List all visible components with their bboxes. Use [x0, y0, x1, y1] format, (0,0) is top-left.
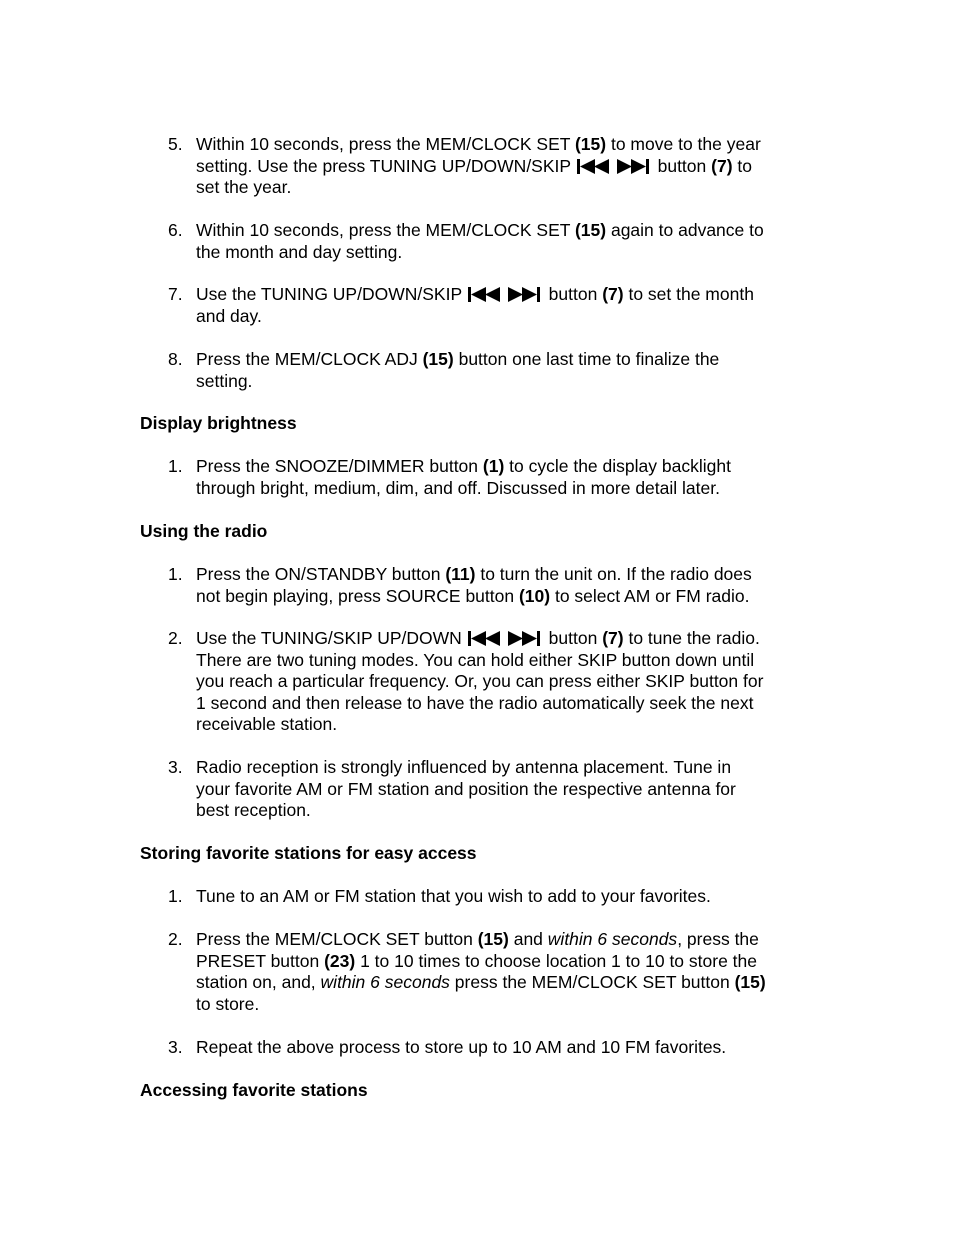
text-run: 1 to 10 times to choose location 1 to 10 to store the — [355, 950, 757, 971]
text-run: Within 10 seconds, press the MEM/CLOCK SET — [196, 220, 575, 240]
list-item-text — [196, 220, 816, 263]
reference-number: (10) — [518, 585, 551, 606]
text-line: the month and day setting. — [196, 241, 403, 262]
skip-back-forward-icon — [577, 159, 657, 174]
skip-back-icon — [577, 159, 609, 174]
text-run: to select AM or FM radio. — [550, 585, 750, 606]
list-item-text — [196, 628, 816, 736]
reference-number: (7) — [711, 155, 733, 176]
text-run: to set the month — [623, 284, 754, 304]
text-line: your favorite AM or FM station and position the respective antenna for — [196, 778, 736, 799]
list-number: 5. — [168, 134, 183, 154]
list-number: 3. — [168, 1037, 183, 1057]
emphasis-text: within 6 seconds — [320, 972, 450, 992]
list-number: 2. — [168, 628, 183, 648]
text-run: PRESET button — [196, 950, 325, 971]
text-line: setting. — [196, 370, 253, 391]
section-heading: Accessing favorite stations — [140, 1080, 368, 1100]
text-line: best reception. — [196, 800, 311, 820]
list-number: 1. — [168, 456, 183, 476]
list-number: 6. — [168, 220, 183, 240]
section-heading: Storing favorite stations for easy access — [140, 843, 477, 863]
text-run: to turn the unit on. If the radio does — [475, 564, 752, 584]
text-run: not begin playing, press SOURCE button — [196, 585, 519, 606]
skip-back-icon — [468, 287, 500, 302]
text-run: Use the TUNING/SKIP UP/DOWN — [196, 628, 467, 648]
text-run: and — [508, 929, 548, 949]
skip-buttons-icon — [468, 287, 548, 302]
text-run: Use the TUNING UP/DOWN/SKIP — [196, 284, 467, 304]
skip-forward-icon — [508, 631, 540, 646]
text-line: to store. — [196, 993, 260, 1014]
text-line: set the year. — [196, 177, 292, 197]
reference-number: (15) — [734, 972, 766, 992]
text-run: to — [732, 155, 752, 176]
text-run: button — [548, 628, 603, 648]
list-item-text — [196, 284, 816, 327]
text-run: button — [657, 155, 712, 176]
text-run: Press the ON/STANDBY button — [196, 564, 446, 584]
reference-number: (15) — [574, 220, 607, 240]
text-run: setting. Use the press TUNING UP/DOWN/SKIP — [196, 155, 576, 176]
reference-number: (23) — [324, 950, 356, 971]
text-line: Tune to an AM or FM station that you wish to add to your favorites. — [196, 886, 711, 906]
text-run: to move to the year — [606, 134, 761, 154]
list-item-text — [196, 456, 816, 499]
text-line: through bright, medium, dim, and off. Discussed in more detail later. — [196, 477, 720, 498]
list-number: 2. — [168, 929, 183, 949]
reference-number: (15) — [477, 929, 509, 949]
skip-forward-icon — [617, 159, 649, 174]
list-item-text — [196, 1037, 816, 1059]
list-number: 8. — [168, 349, 183, 369]
text-run: press the MEM/CLOCK SET button — [449, 972, 735, 992]
text-run: button one last time to finalize the — [453, 349, 720, 369]
text-run: , press the — [677, 929, 759, 949]
reference-number: (15) — [422, 349, 454, 369]
reference-number: (7) — [602, 284, 624, 304]
text-run: Press the MEM/CLOCK ADJ — [196, 349, 423, 369]
list-item-text — [196, 564, 816, 607]
text-run: Press the SNOOZE/DIMMER button — [196, 456, 483, 476]
text-line: Radio reception is strongly influenced by antenna placement. Tune in — [196, 757, 732, 777]
text-run: again to advance to — [606, 220, 764, 240]
list-number: 7. — [168, 284, 183, 304]
list-item-text — [196, 929, 816, 1015]
section-heading: Display brightness — [140, 413, 297, 433]
text-line: Repeat the above process to store up to 10 AM and 10 FM favorites. — [196, 1037, 727, 1057]
text-run: Press the MEM/CLOCK SET button — [196, 929, 478, 949]
skip-forward-icon — [508, 287, 540, 302]
text-run: button — [548, 284, 603, 304]
list-number: 3. — [168, 757, 183, 777]
text-line: receivable station. — [196, 714, 338, 734]
text-line: 1 second and then release to have the radio automatically seek the next — [196, 692, 754, 713]
list-item-text — [196, 757, 816, 822]
list-item-text — [196, 134, 816, 199]
reference-number: (1) — [482, 456, 505, 476]
text-run: Within 10 seconds, press the MEM/CLOCK SET — [196, 134, 575, 154]
text-run: to tune the radio. — [623, 628, 760, 648]
text-line: There are two tuning modes. You can hold either SKIP button down until — [196, 649, 755, 670]
reference-number: (11) — [445, 564, 476, 584]
text-line: and day. — [196, 305, 262, 326]
text-run: to cycle the display backlight — [504, 456, 731, 476]
list-number: 1. — [168, 564, 183, 584]
emphasis-text: within 6 seconds — [547, 929, 678, 949]
reference-number: (7) — [602, 628, 624, 648]
skip-back-icon — [468, 631, 500, 646]
skip-buttons-icon — [577, 159, 657, 174]
reference-number: (15) — [574, 134, 607, 154]
section-heading: Using the radio — [140, 521, 268, 541]
list-item-text — [196, 349, 816, 392]
text-run: station on, and, — [196, 972, 321, 992]
skip-buttons-icon — [468, 631, 548, 646]
list-number: 1. — [168, 886, 183, 906]
text-line: you reach a particular frequency. Or, you can press either SKIP button for — [196, 671, 764, 691]
list-item-text — [196, 886, 816, 908]
